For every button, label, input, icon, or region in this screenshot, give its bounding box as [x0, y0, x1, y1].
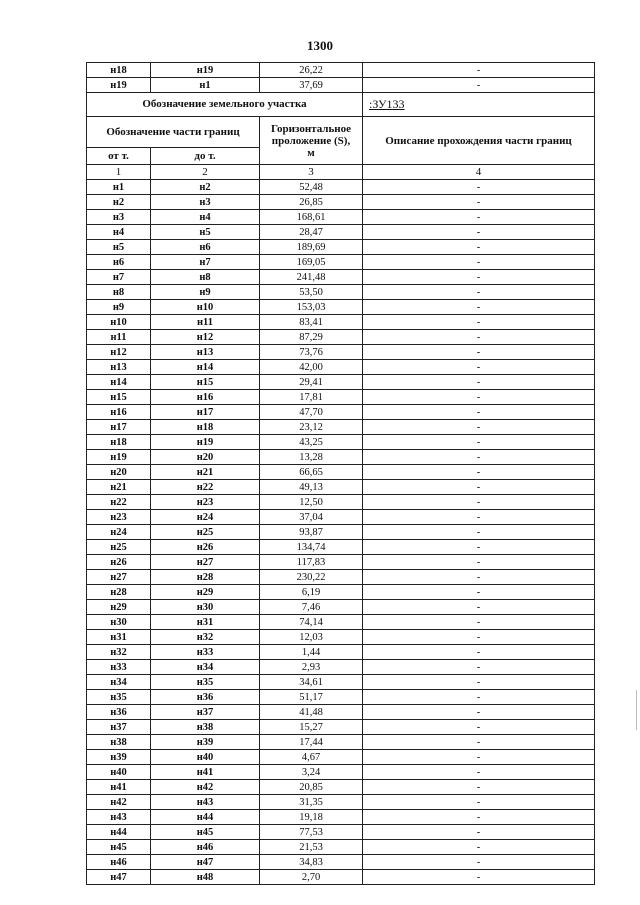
- from-point: н6: [87, 255, 151, 270]
- segment-description: -: [363, 330, 595, 345]
- to-point: н38: [151, 720, 260, 735]
- segment-length: 83,41: [260, 315, 363, 330]
- to-point: н14: [151, 360, 260, 375]
- horizontal-header-line1: Горизонтальное: [270, 122, 352, 135]
- from-point: н44: [87, 825, 151, 840]
- from-point: н41: [87, 780, 151, 795]
- from-point: н19: [87, 78, 151, 93]
- to-point: н34: [151, 660, 260, 675]
- segment-length: 37,04: [260, 510, 363, 525]
- to-point: н23: [151, 495, 260, 510]
- table-row: [87, 78, 595, 93]
- table-row: [87, 705, 595, 720]
- segment-length: 53,50: [260, 285, 363, 300]
- table-row: [87, 375, 595, 390]
- segment-description: -: [363, 765, 595, 780]
- table-row: [87, 570, 595, 585]
- segment-description: -: [363, 465, 595, 480]
- table-row: [87, 285, 595, 300]
- segment-description: -: [363, 435, 595, 450]
- from-point: н19: [87, 450, 151, 465]
- table-row: [87, 495, 595, 510]
- to-point: н2: [151, 180, 260, 195]
- from-point: н3: [87, 210, 151, 225]
- segment-description: -: [363, 795, 595, 810]
- from-point: н15: [87, 390, 151, 405]
- column-number-3: 3: [260, 165, 363, 180]
- table-row: [87, 195, 595, 210]
- to-point: н42: [151, 780, 260, 795]
- from-point: н32: [87, 645, 151, 660]
- table-row: [87, 420, 595, 435]
- parcel-label: Обозначение земельного участка: [87, 93, 363, 117]
- table-row: [87, 225, 595, 240]
- segment-description: -: [363, 180, 595, 195]
- table-row: [87, 180, 595, 195]
- from-point: н17: [87, 420, 151, 435]
- segment-description: -: [363, 855, 595, 870]
- to-point: н9: [151, 285, 260, 300]
- segment-description: -: [363, 585, 595, 600]
- to-point: н27: [151, 555, 260, 570]
- segment-description: -: [363, 285, 595, 300]
- segment-length: 26,22: [260, 63, 363, 78]
- to-point: н29: [151, 585, 260, 600]
- table-row: [87, 510, 595, 525]
- to-point: н7: [151, 255, 260, 270]
- segment-description: -: [363, 300, 595, 315]
- segment-description: -: [363, 270, 595, 285]
- from-point: н28: [87, 585, 151, 600]
- segment-length: 168,61: [260, 210, 363, 225]
- from-point: н27: [87, 570, 151, 585]
- from-point: н45: [87, 840, 151, 855]
- table-row: [87, 750, 595, 765]
- page-number: 1300: [307, 38, 333, 53]
- table-row: [87, 765, 595, 780]
- table-row: [87, 63, 595, 78]
- segment-description: -: [363, 825, 595, 840]
- segment-description: -: [363, 63, 595, 78]
- top-rows: [87, 63, 595, 93]
- to-point: н24: [151, 510, 260, 525]
- table-row: [87, 450, 595, 465]
- segment-description: -: [363, 495, 595, 510]
- segment-length: 134,74: [260, 540, 363, 555]
- table-row: [87, 525, 595, 540]
- segment-length: 51,17: [260, 690, 363, 705]
- table-row: [87, 600, 595, 615]
- to-point: н5: [151, 225, 260, 240]
- to-point: н8: [151, 270, 260, 285]
- to-point: н36: [151, 690, 260, 705]
- segment-description: -: [363, 405, 595, 420]
- segment-length: 26,85: [260, 195, 363, 210]
- table-row: [87, 360, 595, 375]
- boundary-table: [86, 62, 595, 885]
- table-header: [87, 93, 595, 180]
- table-row: [87, 555, 595, 570]
- from-point: н34: [87, 675, 151, 690]
- segment-description: -: [363, 225, 595, 240]
- horizontal-header-line2: проложение (S),: [271, 134, 351, 147]
- from-point: н5: [87, 240, 151, 255]
- column-numbers-row: [87, 165, 595, 180]
- segment-length: 93,87: [260, 525, 363, 540]
- segment-length: 15,27: [260, 720, 363, 735]
- segment-description: -: [363, 555, 595, 570]
- segment-description: -: [363, 870, 595, 885]
- segment-length: 43,25: [260, 435, 363, 450]
- horizontal-header: [260, 117, 363, 165]
- to-point: н41: [151, 765, 260, 780]
- from-point: н38: [87, 735, 151, 750]
- to-point: н31: [151, 615, 260, 630]
- from-point: н10: [87, 315, 151, 330]
- from-point: н31: [87, 630, 151, 645]
- column-number-2: 2: [151, 165, 260, 180]
- segment-rows: [87, 180, 595, 885]
- to-point: н17: [151, 405, 260, 420]
- from-point: н33: [87, 660, 151, 675]
- segment-length: 34,61: [260, 675, 363, 690]
- to-point: н19: [151, 63, 260, 78]
- table-row: [87, 465, 595, 480]
- segment-length: 19,18: [260, 810, 363, 825]
- from-point: н14: [87, 375, 151, 390]
- to-point: н19: [151, 435, 260, 450]
- segment-length: 34,83: [260, 855, 363, 870]
- from-point: н47: [87, 870, 151, 885]
- segment-length: 189,69: [260, 240, 363, 255]
- from-point: н29: [87, 600, 151, 615]
- segment-description: -: [363, 480, 595, 495]
- to-point: н25: [151, 525, 260, 540]
- segment-length: 7,46: [260, 600, 363, 615]
- table-row: [87, 405, 595, 420]
- segment-length: 66,65: [260, 465, 363, 480]
- scan-artifact: [636, 690, 637, 730]
- to-point: н15: [151, 375, 260, 390]
- segment-length: 153,03: [260, 300, 363, 315]
- table-row: [87, 810, 595, 825]
- from-point: н8: [87, 285, 151, 300]
- to-point: н16: [151, 390, 260, 405]
- segment-length: 37,69: [260, 78, 363, 93]
- to-point: н12: [151, 330, 260, 345]
- column-number-4: 4: [363, 165, 595, 180]
- from-point: н4: [87, 225, 151, 240]
- to-point: н46: [151, 840, 260, 855]
- from-point: н2: [87, 195, 151, 210]
- from-point: н21: [87, 480, 151, 495]
- segment-length: 4,67: [260, 750, 363, 765]
- from-point: н24: [87, 525, 151, 540]
- table-row: [87, 240, 595, 255]
- to-point: н1: [151, 78, 260, 93]
- segment-length: 169,05: [260, 255, 363, 270]
- column-number-1: 1: [87, 165, 151, 180]
- segment-description: -: [363, 540, 595, 555]
- segment-length: 13,28: [260, 450, 363, 465]
- table-row: [87, 330, 595, 345]
- table-row: [87, 825, 595, 840]
- to-point: н47: [151, 855, 260, 870]
- table-row: [87, 720, 595, 735]
- to-point: н20: [151, 450, 260, 465]
- segment-description: -: [363, 360, 595, 375]
- segment-description: -: [363, 660, 595, 675]
- segment-length: 73,76: [260, 345, 363, 360]
- segment-description: -: [363, 780, 595, 795]
- segment-length: 12,03: [260, 630, 363, 645]
- segment-description: -: [363, 570, 595, 585]
- segment-length: 47,70: [260, 405, 363, 420]
- table-row: [87, 855, 595, 870]
- segment-description: -: [363, 420, 595, 435]
- parcel-code: :ЗУ133: [363, 93, 595, 117]
- segment-description: -: [363, 345, 595, 360]
- segment-description: -: [363, 810, 595, 825]
- from-point: н25: [87, 540, 151, 555]
- from-point: н39: [87, 750, 151, 765]
- from-point: н9: [87, 300, 151, 315]
- horizontal-header-line3: м: [307, 146, 315, 159]
- to-point: н18: [151, 420, 260, 435]
- segment-length: 12,50: [260, 495, 363, 510]
- segment-length: 230,22: [260, 570, 363, 585]
- table-row: [87, 585, 595, 600]
- table-row: [87, 270, 595, 285]
- from-point: н37: [87, 720, 151, 735]
- table-row: [87, 615, 595, 630]
- table-row: [87, 840, 595, 855]
- to-point: н22: [151, 480, 260, 495]
- parcel-row: [87, 93, 595, 117]
- table-row: [87, 780, 595, 795]
- segment-description: -: [363, 510, 595, 525]
- table-row: [87, 870, 595, 885]
- to-point: н28: [151, 570, 260, 585]
- to-point: н32: [151, 630, 260, 645]
- segment-length: 20,85: [260, 780, 363, 795]
- table-row: [87, 435, 595, 450]
- from-point: н43: [87, 810, 151, 825]
- segment-description: -: [363, 375, 595, 390]
- segment-description: -: [363, 315, 595, 330]
- from-point: н20: [87, 465, 151, 480]
- parts-header: Обозначение части границ: [87, 117, 260, 148]
- table-row: [87, 390, 595, 405]
- segment-description: -: [363, 450, 595, 465]
- to-point: н6: [151, 240, 260, 255]
- to-point: н4: [151, 210, 260, 225]
- segment-description: -: [363, 705, 595, 720]
- segment-description: -: [363, 78, 595, 93]
- from-point: н11: [87, 330, 151, 345]
- segment-length: 74,14: [260, 615, 363, 630]
- segment-description: -: [363, 735, 595, 750]
- segment-length: 2,93: [260, 660, 363, 675]
- to-point: н43: [151, 795, 260, 810]
- segment-description: -: [363, 255, 595, 270]
- segment-description: -: [363, 690, 595, 705]
- table-row: [87, 645, 595, 660]
- to-point: н13: [151, 345, 260, 360]
- to-point: н48: [151, 870, 260, 885]
- to-point: н39: [151, 735, 260, 750]
- table-row: [87, 630, 595, 645]
- segment-length: 2,70: [260, 870, 363, 885]
- table-row: [87, 795, 595, 810]
- segment-length: 241,48: [260, 270, 363, 285]
- from-point: н7: [87, 270, 151, 285]
- segment-description: -: [363, 720, 595, 735]
- to-point: н44: [151, 810, 260, 825]
- to-header: до т.: [151, 148, 260, 165]
- from-point: н30: [87, 615, 151, 630]
- from-point: н40: [87, 765, 151, 780]
- segment-description: -: [363, 210, 595, 225]
- segment-length: 87,29: [260, 330, 363, 345]
- table-row: [87, 255, 595, 270]
- segment-length: 49,13: [260, 480, 363, 495]
- table-row: [87, 345, 595, 360]
- header-row: [87, 117, 595, 148]
- to-point: н26: [151, 540, 260, 555]
- segment-length: 117,83: [260, 555, 363, 570]
- from-point: н46: [87, 855, 151, 870]
- description-header: Описание прохождения части границ: [363, 117, 595, 165]
- from-point: н42: [87, 795, 151, 810]
- from-point: н12: [87, 345, 151, 360]
- segment-length: 29,41: [260, 375, 363, 390]
- to-point: н35: [151, 675, 260, 690]
- to-point: н33: [151, 645, 260, 660]
- to-point: н11: [151, 315, 260, 330]
- from-point: н18: [87, 63, 151, 78]
- segment-length: 31,35: [260, 795, 363, 810]
- to-point: н3: [151, 195, 260, 210]
- segment-length: 21,53: [260, 840, 363, 855]
- from-point: н23: [87, 510, 151, 525]
- segment-description: -: [363, 675, 595, 690]
- to-point: н10: [151, 300, 260, 315]
- from-point: н36: [87, 705, 151, 720]
- to-point: н37: [151, 705, 260, 720]
- from-point: н13: [87, 360, 151, 375]
- to-point: н30: [151, 600, 260, 615]
- from-point: н22: [87, 495, 151, 510]
- to-point: н45: [151, 825, 260, 840]
- table-row: [87, 300, 595, 315]
- table-row: [87, 315, 595, 330]
- segment-length: 6,19: [260, 585, 363, 600]
- table-row: [87, 690, 595, 705]
- segment-description: -: [363, 630, 595, 645]
- segment-length: 17,44: [260, 735, 363, 750]
- table-row: [87, 480, 595, 495]
- from-point: н18: [87, 435, 151, 450]
- to-point: н40: [151, 750, 260, 765]
- from-point: н26: [87, 555, 151, 570]
- to-point: н21: [151, 465, 260, 480]
- segment-length: 17,81: [260, 390, 363, 405]
- from-point: н35: [87, 690, 151, 705]
- segment-description: -: [363, 390, 595, 405]
- table-row: [87, 735, 595, 750]
- segment-description: -: [363, 600, 595, 615]
- segment-description: -: [363, 525, 595, 540]
- segment-length: 52,48: [260, 180, 363, 195]
- table-row: [87, 210, 595, 225]
- segment-length: 77,53: [260, 825, 363, 840]
- segment-description: -: [363, 840, 595, 855]
- segment-description: -: [363, 615, 595, 630]
- table-row: [87, 675, 595, 690]
- from-header: от т.: [87, 148, 151, 165]
- table-row: [87, 660, 595, 675]
- segment-description: -: [363, 195, 595, 210]
- segment-length: 41,48: [260, 705, 363, 720]
- from-point: н16: [87, 405, 151, 420]
- table-row: [87, 540, 595, 555]
- segment-length: 23,12: [260, 420, 363, 435]
- segment-length: 3,24: [260, 765, 363, 780]
- segment-length: 1,44: [260, 645, 363, 660]
- segment-description: -: [363, 750, 595, 765]
- from-point: н1: [87, 180, 151, 195]
- segment-description: -: [363, 240, 595, 255]
- segment-description: -: [363, 645, 595, 660]
- segment-length: 28,47: [260, 225, 363, 240]
- segment-length: 42,00: [260, 360, 363, 375]
